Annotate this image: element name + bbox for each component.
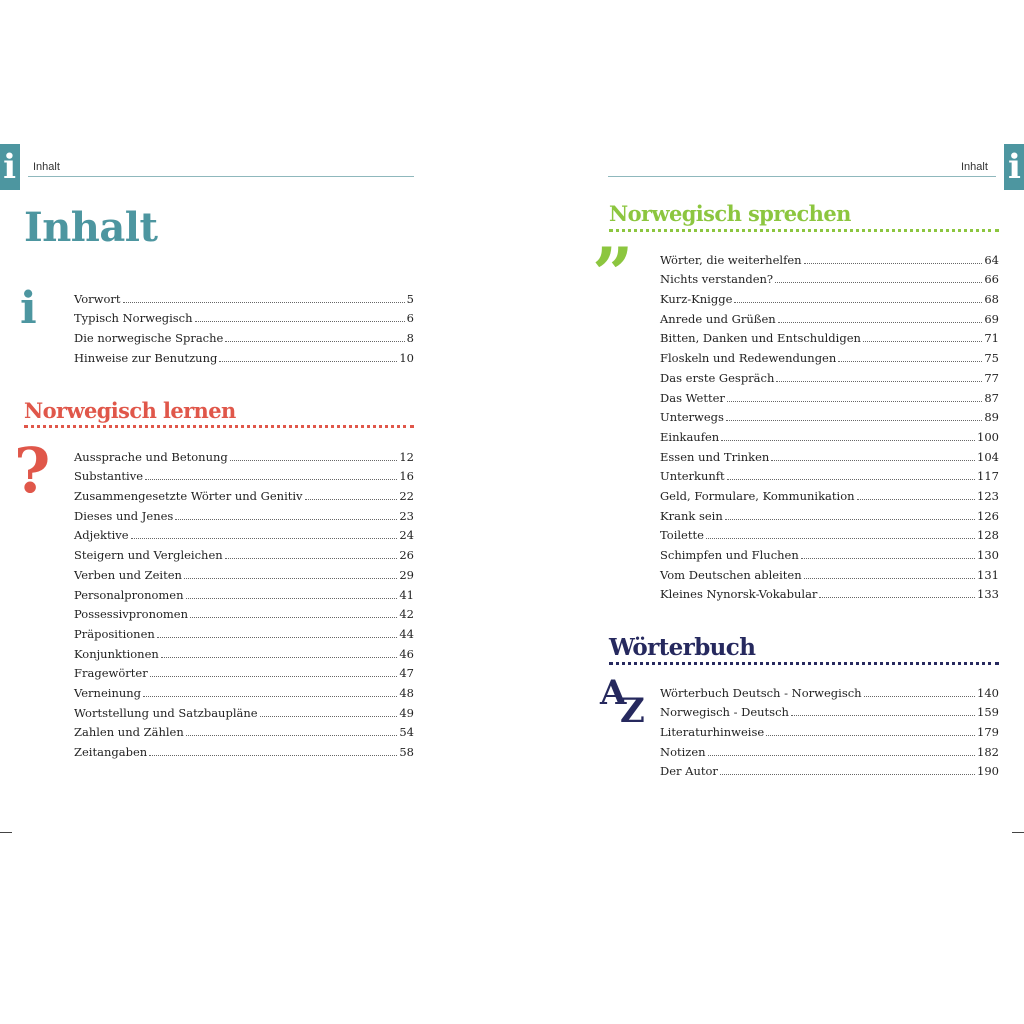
toc-entry-title: Substantive	[74, 469, 144, 484]
toc-entry-page: 54	[399, 725, 414, 740]
toc-entry[interactable]	[74, 720, 414, 740]
toc-entry-page: 104	[977, 449, 999, 464]
toc-entry[interactable]	[660, 680, 999, 700]
dot-leader	[305, 499, 398, 500]
toc-entry-page: 46	[399, 646, 414, 661]
toc-entry[interactable]	[74, 739, 414, 759]
toc-list-lernen	[74, 444, 414, 759]
toc-entry-page: 89	[984, 410, 999, 425]
toc-entry-title: Typisch Norwegisch	[74, 311, 193, 326]
z-letter-icon: Z	[620, 691, 645, 731]
toc-entry-title: Aussprache und Betonung	[74, 449, 228, 464]
toc-entry-title: Zusammengesetzte Wörter und Genitiv	[74, 489, 303, 504]
toc-entry[interactable]	[74, 582, 414, 602]
dot-leader	[150, 676, 398, 677]
right-running-header: Inhalt	[961, 161, 988, 173]
toc-entry-title: Possessivpronomen	[74, 607, 189, 622]
toc-entry-page: 29	[399, 567, 414, 582]
toc-entry-page: 48	[399, 685, 414, 700]
toc-entry[interactable]	[660, 503, 999, 523]
toc-entry[interactable]	[660, 267, 999, 287]
toc-entry[interactable]	[74, 325, 414, 345]
section-title-woerterbuch: Wörterbuch	[609, 634, 756, 661]
toc-entry[interactable]	[74, 345, 414, 365]
section-divider-sprechen	[609, 229, 999, 232]
toc-entry[interactable]	[660, 286, 999, 306]
toc-entry-page: 123	[977, 488, 999, 503]
toc-entry[interactable]	[74, 286, 414, 306]
dot-leader	[725, 519, 975, 520]
toc-entry-title: Geld, Formulare, Kommunikation	[660, 488, 855, 503]
toc-entry-title: Konjunktionen	[74, 646, 159, 661]
left-running-header: Inhalt	[33, 161, 60, 173]
toc-entry[interactable]	[660, 385, 999, 405]
dot-leader	[143, 696, 397, 697]
dot-leader	[706, 538, 975, 539]
toc-entry[interactable]	[660, 719, 999, 739]
toc-entry-title: Kleines Nynorsk-Vokabular	[660, 587, 818, 602]
toc-entry-page: 87	[984, 390, 999, 405]
toc-entry-title: Das Wetter	[660, 390, 725, 405]
toc-entry-page: 10	[399, 350, 414, 365]
toc-entry[interactable]	[660, 405, 999, 425]
toc-entry-page: 22	[399, 489, 414, 504]
dot-leader	[863, 341, 982, 342]
dot-leader	[149, 755, 397, 756]
toc-entry-page: 12	[399, 449, 414, 464]
dot-leader	[864, 696, 975, 697]
toc-entry[interactable]	[660, 306, 999, 326]
toc-entry-page: 66	[984, 272, 999, 287]
toc-entry-title: Präpositionen	[74, 626, 155, 641]
toc-entry-page: 68	[984, 292, 999, 307]
toc-entry-title: Norwegisch - Deutsch	[660, 705, 789, 720]
dot-leader	[145, 479, 397, 480]
toc-entry[interactable]	[74, 503, 414, 523]
dot-leader	[225, 558, 398, 559]
right-header-rule	[608, 176, 996, 177]
toc-entry[interactable]	[660, 444, 999, 464]
toc-entry-page: 190	[977, 764, 999, 779]
toc-entry-title: Einkaufen	[660, 429, 720, 444]
dot-leader	[184, 578, 397, 579]
dot-leader	[260, 716, 398, 717]
dot-leader	[766, 735, 975, 736]
toc-entry-title: Vorwort	[74, 291, 121, 306]
dot-leader	[131, 538, 398, 539]
toc-entry-page: 5	[406, 291, 414, 306]
dot-leader	[727, 479, 975, 480]
toc-entry[interactable]	[74, 602, 414, 622]
toc-entry[interactable]	[660, 759, 999, 779]
toc-entry-title: Wörterbuch Deutsch - Norwegisch	[660, 685, 862, 700]
left-footer-rule	[0, 832, 12, 833]
right-tab-info-icon: i	[1008, 147, 1021, 187]
toc-entry-title: Essen und Trinken	[660, 449, 770, 464]
dot-leader	[819, 597, 975, 598]
dot-leader	[778, 322, 983, 323]
dot-leader	[186, 735, 398, 736]
toc-entry[interactable]	[74, 700, 414, 720]
toc-entry-page: 6	[406, 311, 414, 326]
toc-entry[interactable]	[74, 483, 414, 503]
toc-entry-page: 179	[977, 725, 999, 740]
dot-leader	[771, 460, 975, 461]
toc-entry-page: 117	[977, 469, 999, 484]
toc-entry-page: 24	[399, 528, 414, 543]
dot-leader	[857, 499, 976, 500]
toc-entry[interactable]	[74, 621, 414, 641]
toc-entry[interactable]	[660, 247, 999, 267]
toc-entry-title: Unterkunft	[660, 469, 725, 484]
toc-entry[interactable]	[660, 523, 999, 543]
toc-entry-page: 41	[399, 587, 414, 602]
toc-entry-page: 126	[977, 508, 999, 523]
toc-entry-title: Zeitangaben	[74, 745, 148, 759]
toc-entry-title: Hinweise zur Benutzung	[74, 350, 218, 365]
toc-entry-page: 16	[399, 469, 414, 484]
dot-leader	[838, 361, 982, 362]
toc-entry-title: Unterwegs	[660, 410, 724, 425]
toc-entry-title: Dieses und Jenes	[74, 508, 174, 523]
dot-leader	[727, 401, 982, 402]
dot-leader	[219, 361, 397, 362]
toc-entry-title: Schimpfen und Fluchen	[660, 548, 799, 562]
toc-entry-page: 58	[399, 745, 414, 759]
section-divider-lernen	[24, 425, 414, 428]
toc-entry-title: Der Autor	[660, 764, 718, 779]
toc-entry-page: 26	[399, 548, 414, 563]
toc-entry[interactable]	[74, 562, 414, 582]
dot-leader	[157, 637, 398, 638]
toc-entry-page: 182	[977, 744, 999, 759]
toc-entry[interactable]	[74, 464, 414, 484]
toc-entry-title: Kurz-Knigge	[660, 292, 733, 307]
toc-entry-title: Nichts verstanden?	[660, 272, 774, 287]
dot-leader	[175, 519, 397, 520]
toc-entry[interactable]	[660, 542, 999, 562]
dot-leader	[708, 755, 975, 756]
toc-entry[interactable]	[660, 345, 999, 365]
toc-entry-title: Anrede und Grüßen	[660, 311, 776, 326]
toc-entry-title: Floskeln und Redewendungen	[660, 351, 837, 366]
toc-entry-title: Personalpronomen	[74, 587, 184, 602]
toc-entry-page: 77	[984, 370, 999, 385]
info-icon: i	[20, 283, 37, 334]
left-header-rule	[28, 176, 414, 177]
toc-entry[interactable]	[660, 562, 999, 582]
quote-icon: ”	[592, 231, 634, 316]
toc-entry-title: Wortstellung und Satzbaupläne	[74, 705, 258, 720]
left-tab-info-icon: i	[3, 147, 16, 187]
toc-entry-page: 8	[406, 331, 414, 346]
toc-entry-page: 23	[399, 508, 414, 523]
dot-leader	[804, 263, 983, 264]
toc-entry-page: 49	[399, 705, 414, 720]
toc-entry-page: 100	[977, 429, 999, 444]
toc-list-sprechen	[660, 247, 999, 601]
toc-entry-page: 159	[977, 705, 999, 720]
toc-entry-page: 47	[399, 666, 414, 681]
dot-leader	[195, 321, 405, 322]
toc-list-woerterbuch	[660, 680, 999, 778]
toc-entry-title: Notizen	[660, 744, 706, 759]
toc-entry-title: Die norwegische Sprache	[74, 331, 224, 346]
toc-entry-page: 71	[984, 331, 999, 346]
toc-entry-page: 44	[399, 626, 414, 641]
toc-entry[interactable]	[74, 641, 414, 661]
a-letter-icon: A	[600, 673, 627, 713]
toc-entry[interactable]	[660, 365, 999, 385]
toc-entry[interactable]	[660, 424, 999, 444]
toc-list-intro	[74, 286, 414, 365]
dot-leader	[123, 302, 405, 303]
toc-entry[interactable]	[74, 306, 414, 326]
toc-entry[interactable]	[660, 739, 999, 759]
toc-entry[interactable]	[74, 444, 414, 464]
question-mark-icon: ?	[14, 434, 51, 507]
toc-entry-page: 69	[984, 311, 999, 326]
toc-entry-page: 133	[977, 587, 999, 602]
toc-entry-title: Vom Deutschen ableiten	[660, 567, 802, 582]
dot-leader	[776, 381, 982, 382]
dot-leader	[230, 460, 398, 461]
toc-entry[interactable]	[660, 326, 999, 346]
toc-entry[interactable]	[660, 483, 999, 503]
dot-leader	[791, 715, 975, 716]
toc-entry-page: 130	[977, 548, 999, 562]
dot-leader	[161, 657, 398, 658]
toc-entry-title: Toilette	[660, 528, 704, 543]
toc-entry-title: Wörter, die weiterhelfen	[660, 252, 802, 267]
dot-leader	[225, 341, 404, 342]
toc-entry[interactable]	[74, 680, 414, 700]
dot-leader	[721, 440, 975, 441]
toc-entry[interactable]	[660, 464, 999, 484]
toc-entry[interactable]	[74, 661, 414, 681]
toc-entry-title: Verneinung	[74, 685, 142, 700]
toc-entry-page: 64	[984, 252, 999, 267]
toc-entry[interactable]	[74, 542, 414, 562]
page-title: Inhalt	[24, 204, 158, 251]
toc-entry-title: Zahlen und Zählen	[74, 725, 184, 740]
toc-entry-title: Fragewörter	[74, 666, 148, 681]
toc-entry-page: 131	[977, 567, 999, 582]
dot-leader	[720, 774, 975, 775]
toc-entry-title: Literaturhinweise	[660, 725, 765, 740]
toc-entry-title: Das erste Gespräch	[660, 370, 775, 385]
dot-leader	[775, 282, 982, 283]
toc-entry-title: Steigern und Vergleichen	[74, 548, 223, 563]
toc-entry[interactable]	[74, 523, 414, 543]
section-divider-woerterbuch	[609, 662, 999, 665]
dot-leader	[804, 578, 975, 579]
toc-entry[interactable]	[660, 582, 999, 602]
toc-entry-page: 42	[399, 607, 414, 622]
toc-entry-page: 128	[977, 528, 999, 543]
toc-entry-title: Bitten, Danken und Entschuldigen	[660, 331, 861, 346]
section-title-lernen: Norwegisch lernen	[24, 398, 236, 423]
toc-entry[interactable]	[660, 700, 999, 720]
dot-leader	[190, 617, 397, 618]
section-title-sprechen: Norwegisch sprechen	[609, 201, 851, 226]
toc-entry-title: Krank sein	[660, 508, 723, 523]
toc-entry-title: Adjektive	[74, 528, 129, 543]
right-footer-rule	[1012, 832, 1024, 833]
toc-entry-title: Verben und Zeiten	[74, 567, 182, 582]
dot-leader	[186, 598, 398, 599]
dot-leader	[801, 558, 975, 559]
dot-leader	[734, 302, 982, 303]
dot-leader	[726, 420, 982, 421]
toc-entry-page: 140	[977, 685, 999, 700]
toc-entry-page: 75	[984, 351, 999, 366]
